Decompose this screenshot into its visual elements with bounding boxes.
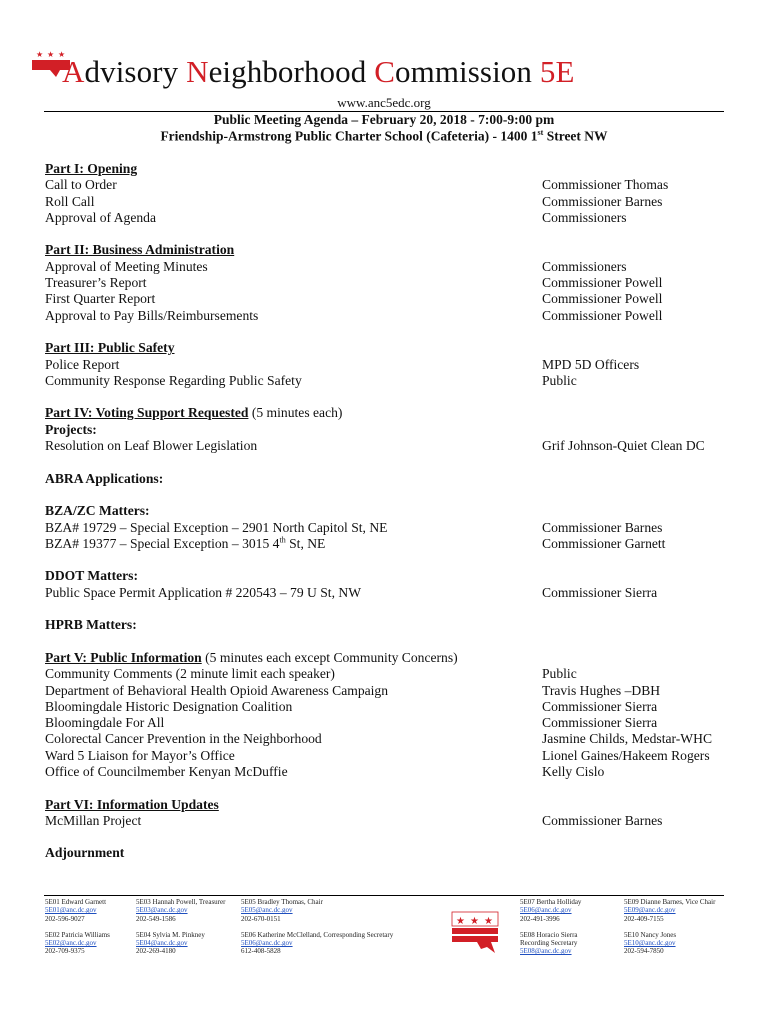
commissioner-name: 5E01 Edward Garnett (45, 898, 107, 906)
commissioner-email[interactable]: 5E05@anc.dc.gov (241, 906, 293, 915)
commissioner-email[interactable]: 5E06@anc.dc.gov (241, 939, 293, 948)
agenda-item: Roll Call Commissioner Barnes (45, 193, 663, 209)
subheading-bza: BZA/ZC Matters: (45, 503, 150, 519)
presenter: Commissioner Powell (542, 307, 663, 323)
agenda-item: First Quarter Report Commissioner Powell (45, 291, 663, 307)
presenter: Commissioner Barnes (542, 519, 663, 535)
commissioner-name: 5E02 Patricia Williams (45, 930, 110, 939)
presenter: Lionel Gaines/Hakeem Rogers (542, 747, 710, 763)
svg-text:★: ★ (36, 50, 44, 59)
presenter: Commissioner Powell (542, 291, 663, 307)
meeting-info-line2: Friendship-Armstrong Public Charter School (Cafeteria) - 1400 1st Street NW (160, 128, 608, 144)
agenda-item: Treasurer’s Report Commissioner Powell (45, 275, 663, 291)
footer-commissioners-col2 (136, 898, 225, 956)
agenda-item: Bloomingdale For All Commissioner Sierra (45, 715, 658, 731)
dc-flag-icon (451, 911, 499, 955)
presenter: Commissioner Sierra (542, 715, 658, 731)
agenda (45, 161, 725, 862)
presenter: Commissioner Sierra (542, 584, 658, 600)
commissioner-email[interactable]: 5E08@anc.dc.gov (520, 947, 572, 956)
agenda-item: Colorectal Cancer Prevention in the Neighborhood Jasmine Childs, Medstar-WHC (45, 731, 713, 747)
commissioner-title: Recording Secretary (520, 939, 578, 948)
presenter: Travis Hughes –DBH (542, 682, 661, 698)
commissioner-email[interactable]: 5E03@anc.dc.gov (136, 906, 188, 915)
commissioner-email[interactable]: 5E10@anc.dc.gov (624, 939, 676, 948)
commissioner-email[interactable]: 5E02@anc.dc.gov (45, 939, 97, 948)
agenda-item: Community Comments (2 minute limit each speaker) Public (45, 666, 577, 682)
presenter: Commissioner Sierra (542, 698, 658, 714)
agenda-item: BZA# 19729 – Special Exception – 2901 North Capitol St, NE Commissioner Barnes (45, 519, 663, 535)
commissioner-phone: 202-409-7155 (624, 914, 664, 923)
agenda-item: McMillan Project Commissioner Barnes (45, 812, 663, 828)
agenda-item: Department of Behavioral Health Opioid Awareness Campaign Travis Hughes –DBH (45, 682, 661, 698)
commissioner-name: 5E04 Sylvia M. Pinkney (136, 930, 205, 939)
subheading-abra: ABRA Applications: (45, 470, 164, 486)
commissioner-name: 5E08 Horacio Sierra (520, 930, 578, 939)
section-heading-public-safety: Part III: Public Safety (45, 340, 175, 356)
subheading-hprb: HPRB Matters: (45, 617, 137, 633)
presenter: MPD 5D Officers (542, 356, 640, 372)
section-heading-voting: Part IV: Voting Support Requested (45, 405, 249, 421)
section-heading-business: Part II: Business Administration (45, 242, 235, 258)
commissioner-phone: 202-269-4180 (136, 947, 176, 956)
commissioner-phone: 202-594-7850 (624, 947, 664, 956)
presenter: Commissioners (542, 209, 627, 225)
footer-commissioners-col1 (45, 898, 110, 956)
commissioner-phone: 612-408-5828 (241, 947, 281, 956)
presenter: Commissioner Barnes (542, 812, 663, 828)
section-heading-opening: Part I: Opening (45, 161, 138, 176)
section-note: (5 minutes each) (248, 405, 343, 421)
svg-text:★: ★ (470, 916, 479, 927)
agenda-item: Police Report MPD 5D Officers (45, 356, 640, 372)
commissioner-email[interactable]: 5E06@anc.dc.gov (520, 906, 572, 915)
section-heading-updates: Part VI: Information Updates (45, 796, 219, 812)
commissioner-email[interactable]: 5E04@anc.dc.gov (136, 939, 188, 948)
commissioner-name: 5E10 Nancy Jones (624, 930, 677, 939)
presenter: Jasmine Childs, Medstar-WHC (542, 731, 713, 747)
commissioner-email[interactable]: 5E01@anc.dc.gov (45, 906, 97, 915)
agenda-item: Ward 5 Liaison for Mayor’s Office Lionel Gaines/Hakeem Rogers (45, 747, 710, 763)
subheading-projects: Projects: (45, 421, 97, 437)
presenter: Public (542, 372, 577, 388)
subheading-ddot: DDOT Matters: (45, 568, 138, 584)
footer-divider (44, 895, 724, 896)
agenda-item: Bloomingdale Historic Designation Coalition Commissioner Sierra (45, 698, 658, 714)
footer-commissioners-col4 (520, 898, 581, 956)
section-heading-public-info: Part V: Public Information (45, 649, 202, 665)
svg-text:★: ★ (47, 50, 55, 59)
presenter: Kelly Cislo (542, 763, 605, 779)
svg-text:★: ★ (484, 916, 493, 927)
commissioner-phone: 202-491-3996 (520, 914, 560, 923)
agenda-item: Call to Order Commissioner Thomas (45, 177, 669, 193)
adjournment-heading: Adjournment (45, 845, 125, 861)
presenter: Commissioner Garnett (542, 535, 666, 551)
commissioner-name: 5E05 Bradley Thomas, Chair (241, 898, 323, 906)
agenda-item: Approval of Agenda Commissioners (45, 209, 627, 225)
meeting-info-line1: Public Meeting Agenda – February 20, 2018 - 7:00-9:00 pm (213, 112, 555, 127)
commissioner-phone: 202-596-9027 (45, 914, 85, 923)
presenter: Commissioner Thomas (542, 177, 669, 193)
svg-text:★: ★ (58, 50, 66, 59)
agenda-item: Community Response Regarding Public Safety Public (45, 372, 577, 388)
footer-commissioners-col3 (241, 898, 393, 956)
agenda-item: Resolution on Leaf Blower Legislation Grif Johnson-Quiet Clean DC (45, 438, 705, 454)
footer-commissioners-col5 (624, 898, 715, 956)
presenter: Commissioner Powell (542, 275, 663, 291)
agenda-item: Office of Councilmember Kenyan McDuffie Kelly Cislo (45, 763, 605, 779)
commissioner-name: 5E09 Dianne Barnes, Vice Chair (624, 898, 716, 906)
presenter: Public (542, 666, 577, 682)
agenda-item: Approval to Pay Bills/Reimbursements Commissioner Powell (45, 307, 663, 323)
commissioner-phone: 202-670-0151 (241, 914, 281, 923)
svg-text:★: ★ (456, 916, 465, 927)
commissioner-name: 5E06 Katherine McClelland, Corresponding Secretary (241, 930, 394, 939)
presenter: Grif Johnson-Quiet Clean DC (542, 438, 705, 454)
commissioner-name: 5E03 Hannah Powell, Treasurer (136, 898, 226, 906)
commissioner-name: 5E07 Bertha Holliday (520, 898, 582, 906)
page-title: Advisory Neighborhood Commission 5E (62, 54, 575, 89)
commissioner-phone: 202-549-1586 (136, 914, 176, 923)
section-note: (5 minutes each except Community Concerns) (201, 649, 458, 665)
agenda-item: Public Space Permit Application # 220543 – 79 U St, NW Commissioner Sierra (45, 584, 658, 600)
website-url[interactable]: www.anc5edc.org (337, 95, 431, 110)
agenda-item: Approval of Meeting Minutes Commissioners (45, 258, 627, 274)
presenter: Commissioner Barnes (542, 193, 663, 209)
agenda-item: BZA# 19377 – Special Exception – 3015 4th St, NE Commissioner Garnett (45, 535, 666, 551)
presenter: Commissioners (542, 258, 627, 274)
commissioner-phone: 202-709-9375 (45, 947, 85, 956)
commissioner-email[interactable]: 5E09@anc.dc.gov (624, 906, 676, 915)
